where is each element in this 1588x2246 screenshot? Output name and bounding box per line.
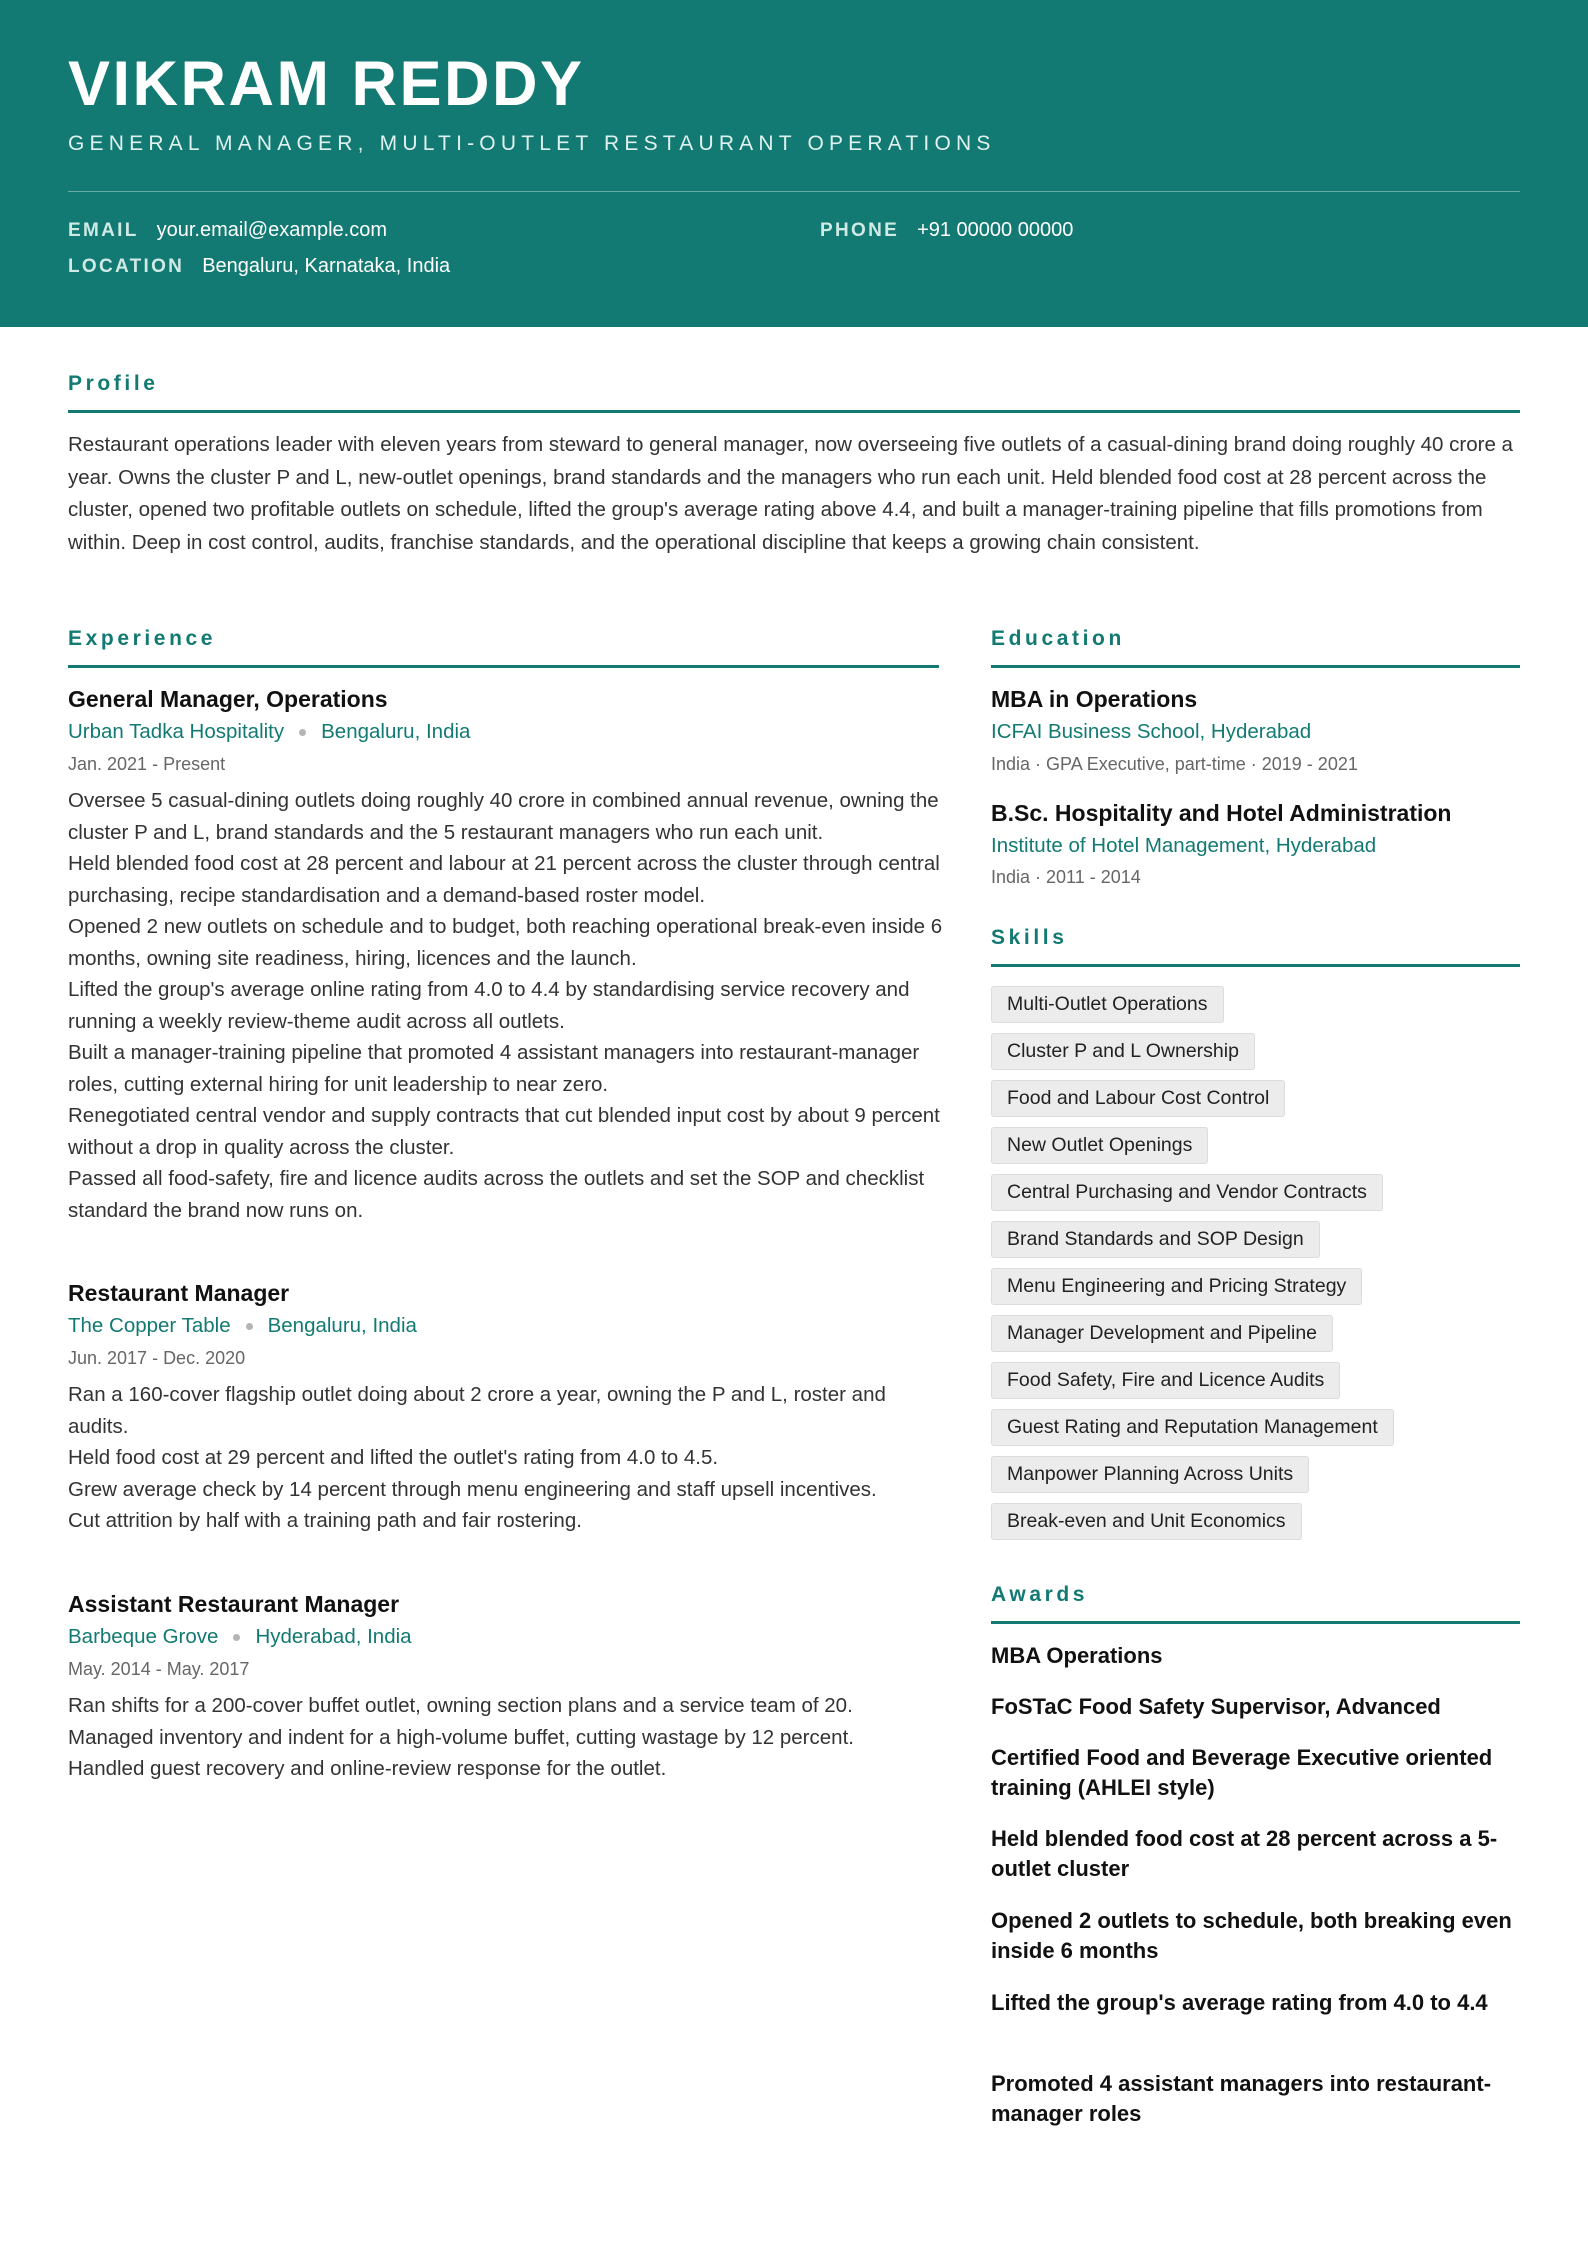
education-info: India · GPA Executive, part-time · 2019 - 2021 (991, 754, 1358, 774)
education-info: India · 2011 - 2014 (991, 867, 1141, 887)
job-meta (68, 1625, 412, 1649)
skill-chip: Menu Engineering and Pricing Strategy (991, 1268, 1362, 1305)
job-bullet: Cut attrition by half with a training path and fair rostering. (68, 1509, 582, 1532)
education-degree: MBA in Operations (991, 686, 1198, 712)
job-bullet: Renegotiated central vendor and supply contracts that cut blended input cost by about 9 percent without a drop in quality across the cluster. (68, 1104, 940, 1159)
job-title: General Manager, Operations (68, 686, 388, 712)
job-bullets (68, 1379, 948, 1537)
skill-chip: Food and Labour Cost Control (991, 1080, 1285, 1117)
job-bullets (68, 1690, 948, 1785)
award-item: Opened 2 outlets to schedule, both breaking even inside 6 months (991, 1908, 1512, 1963)
skill-chip: Central Purchasing and Vendor Contracts (991, 1174, 1383, 1211)
job-bullet: Handled guest recovery and online-review response for the outlet. (68, 1757, 667, 1780)
job-dates: May. 2014 - May. 2017 (68, 1659, 250, 1679)
candidate-title: GENERAL MANAGER, MULTI-OUTLET RESTAURANT OPERATIONS (68, 132, 996, 155)
job-location: Bengaluru, India (321, 720, 471, 743)
education-school: ICFAI Business School, Hyderabad (991, 720, 1312, 743)
job-dates: Jan. 2021 - Present (68, 754, 226, 774)
job-bullet: Built a manager-training pipeline that promoted 4 assistant managers into restaurant-manager roles, cutting external hiring for unit leadership to near zero. (68, 1041, 920, 1096)
candidate-name: VIKRAM REDDY (68, 49, 585, 119)
job-meta (68, 1314, 417, 1338)
job-bullet: Opened 2 new outlets on schedule and to budget, both reaching operational break-even inside 6 months, owning site readiness, hiring, licences and the launch. (68, 915, 943, 970)
location-value: Bengaluru, Karnataka, India (202, 255, 451, 277)
award-item: MBA Operations (991, 1643, 1163, 1668)
contact-email (68, 219, 387, 242)
award-item: FoSTaC Food Safety Supervisor, Advanced (991, 1694, 1441, 1719)
award-item: Certified Food and Beverage Executive oriented training (AHLEI style) (991, 1745, 1493, 1800)
section-rule-profile (68, 410, 1520, 413)
email-label: EMAIL (68, 220, 139, 241)
section-title-education: Education (991, 627, 1125, 650)
award-item: Promoted 4 assistant managers into restaurant-manager roles (991, 2071, 1492, 2126)
job-company: The Copper Table (68, 1314, 231, 1337)
section-title-skills: Skills (991, 926, 1068, 949)
resume-header (0, 0, 1588, 327)
job-bullet: Passed all food-safety, fire and licence audits across the outlets and set the SOP and checklist standard the brand now runs on. (68, 1167, 925, 1222)
job-bullet: Ran a 160-cover flagship outlet doing about 2 crore a year, owning the P and L, roster and audits. (68, 1383, 886, 1438)
section-rule-skills (991, 964, 1520, 967)
award-item: Held blended food cost at 28 percent across a 5-outlet cluster (991, 1826, 1498, 1881)
header-divider (68, 191, 1520, 192)
skill-chip: Cluster P and L Ownership (991, 1033, 1255, 1070)
skill-chip: Break-even and Unit Economics (991, 1503, 1302, 1540)
contact-location (68, 255, 450, 278)
job-bullet: Managed inventory and indent for a high-volume buffet, cutting wastage by 12 percent. (68, 1725, 854, 1749)
section-rule-experience (68, 665, 939, 668)
skill-chip: Multi-Outlet Operations (991, 986, 1224, 1023)
separator-dot (299, 729, 306, 736)
separator-dot (246, 1323, 253, 1330)
job-bullet: Oversee 5 casual-dining outlets doing roughly 40 crore in combined annual revenue, owning the cluster P and L, brand standards and the 5 restaurant managers who run each unit. (68, 789, 939, 844)
phone-label: PHONE (820, 220, 900, 241)
skill-chip: Brand Standards and SOP Design (991, 1221, 1320, 1258)
job-bullets (68, 785, 948, 1226)
job-title: Restaurant Manager (68, 1280, 290, 1306)
profile-summary: Restaurant operations leader with eleven years from steward to general manager, now overseeing five outlets of a casual-dining brand doing roughly 40 crore a year. Owns the cluster P and L, new-outlet openings, brand standards and the managers who run each unit. Held blended food cost at 28 percent across the cluster, opened two profitable outlets on schedule, lifted the group's average rating above 4.4, and built a manager-training pipeline that fills promotions from within. Deep in cost control, audits, franchise standards, and the operational discipline that keeps a growing chain consistent. (68, 433, 1513, 554)
job-company: Urban Tadka Hospitality (68, 720, 285, 743)
section-title-awards: Awards (991, 1583, 1089, 1606)
job-location: Bengaluru, India (267, 1314, 417, 1337)
education-degree: B.Sc. Hospitality and Hotel Administration (991, 800, 1452, 826)
skill-chip: Manager Development and Pipeline (991, 1315, 1333, 1352)
job-location: Hyderabad, India (255, 1625, 412, 1648)
job-bullet: Grew average check by 14 percent through menu engineering and staff upsell incentives. (68, 1477, 877, 1501)
job-meta (68, 720, 470, 744)
separator-dot (233, 1634, 240, 1641)
skill-chip: Manpower Planning Across Units (991, 1456, 1309, 1493)
education-school: Institute of Hotel Management, Hyderabad (991, 834, 1377, 857)
section-rule-education (991, 665, 1520, 668)
section-rule-awards (991, 1621, 1520, 1624)
skill-chip: Food Safety, Fire and Licence Audits (991, 1362, 1340, 1399)
section-title-experience: Experience (68, 627, 217, 650)
award-item: Lifted the group's average rating from 4.0 to 4.4 (991, 1990, 1488, 2015)
job-title: Assistant Restaurant Manager (68, 1591, 400, 1617)
job-bullet: Lifted the group's average online rating from 4.0 to 4.4 by standardising service recovery and running a weekly review-theme audit across all outlets. (68, 978, 910, 1033)
skill-chip: Guest Rating and Reputation Management (991, 1409, 1394, 1446)
section-title-profile: Profile (68, 372, 159, 395)
skill-chip: New Outlet Openings (991, 1127, 1208, 1164)
phone-value[interactable]: +91 00000 00000 (917, 219, 1074, 241)
job-company: Barbeque Grove (68, 1625, 219, 1648)
location-label: LOCATION (68, 256, 185, 277)
contact-phone (820, 219, 1073, 242)
job-bullet: Ran shifts for a 200-cover buffet outlet, owning section plans and a service team of 20. (68, 1694, 853, 1717)
job-bullet: Held blended food cost at 28 percent and labour at 21 percent across the cluster through central purchasing, recipe standardisation and a demand-based roster model. (68, 852, 940, 907)
email-value[interactable]: your.email@example.com (156, 219, 387, 241)
job-dates: Jun. 2017 - Dec. 2020 (68, 1348, 246, 1368)
job-bullet: Held food cost at 29 percent and lifted the outlet's rating from 4.0 to 4.5. (68, 1446, 719, 1469)
